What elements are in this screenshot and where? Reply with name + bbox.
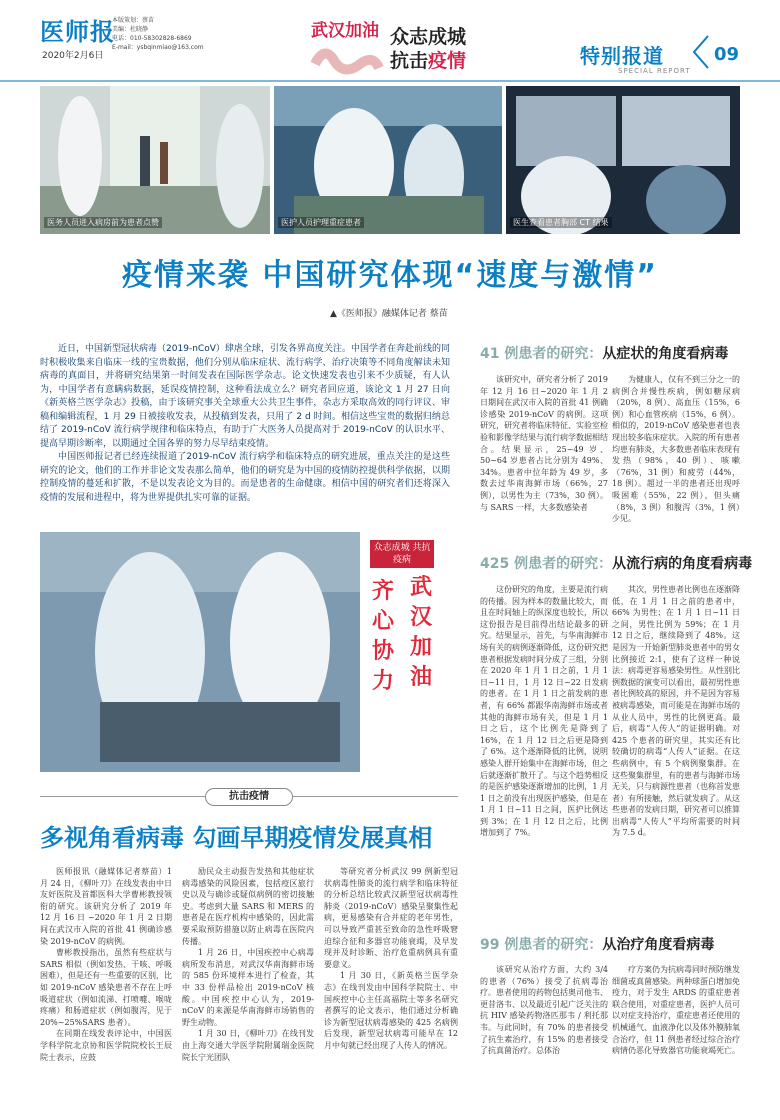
main-headline: 疫情来袭 中国研究体现“速度与激情” bbox=[122, 258, 658, 293]
section-label: 抗击疫情 bbox=[205, 788, 293, 806]
news-paragraph: 1 月 30 日，《新英格兰医学杂志》在线刊发由中国科学院院士、中国疾控中心主任高福院士等多名研究者撰写的论文表示，他们通过分析确诊为新型冠状病毒感染的 425 名病例后发现，新型冠状病毒可能早在 12 月中旬就已经出现了人传人的情况。 bbox=[324, 971, 458, 1050]
slogan-line-1: 众志成城 bbox=[390, 26, 467, 48]
publication-date: 2020年2月6日 bbox=[42, 51, 104, 61]
editor-line: 电话：010-58302828-6869 bbox=[112, 35, 192, 42]
section-title-text: 从症状的角度看病毒 bbox=[602, 346, 729, 362]
news-paragraph: 曹彬教授指出，虽然有些症状与 SARS 相似（例如发热、干咳、呼吸困难），但是还有一些重要的区别，比如 2019-nCoV 感染患者不存在上呼吸道症状（例如流涕、打喷嚏、喉咙疼痛）和肠道症状（例如腹泻，见于 20%~25%SARS 患者）。 bbox=[40, 948, 172, 1027]
photo-caption: 医护人员护理重症患者 bbox=[278, 217, 364, 228]
sec2-column-1 bbox=[480, 584, 608, 839]
section-subtitle: SPECIAL REPORT bbox=[618, 67, 691, 75]
sec3-column-1 bbox=[480, 964, 608, 1057]
news-paragraph: 励民众主动报告发热和其他症状病毒感染的风险因素，包括疫区旅行史以及与确诊或疑似病例的密切接触史。考虑到大量 SARS 和 MERS 的患者是在医疗机构中感染的，因此需要采取预防措施以防止病毒在医院内传播。 bbox=[182, 867, 314, 946]
section-title: 特别报道 bbox=[580, 44, 664, 68]
calligraphy-left: 齐心协力 bbox=[372, 578, 395, 694]
sec3-text: 该研究从治疗方面，大约 3/4 的患者（76%）接受了抗病毒治疗。患者使用的药物包括奥司他韦、更昔洛韦、以及最近引起广泛关注的抗 HIV 感染药物洛匹那韦 / 利托那韦。与此同时，有 70% 的患者接受了抗生素治疗，有 15% 的患者接受了抗真菌治疗。总体治 bbox=[480, 965, 608, 1056]
section-41-heading bbox=[480, 343, 728, 363]
photo-caption: 医生查看患者胸部 CT 结果 bbox=[510, 217, 612, 228]
editor-line: E-mail：ysbqinmiao@163.com bbox=[112, 44, 204, 51]
byline: ▲《医师报》融媒体记者 蔡苗 bbox=[330, 309, 448, 319]
news-paragraph: 等研究者分析武汉 99 例新型冠状病毒性肺炎的流行病学和临床特征的分析总结比较武汉新型冠状病毒性肺炎（2019-nCoV）感染呈聚集性起病，更易感染有合并症的老年男性，可以导致严重甚至致命的急性呼吸窘迫综合征和多器官功能衰竭，及早发现并及时诊断、治疗危重病例具有重要意义。 bbox=[324, 867, 458, 969]
editor-line: 本版策划：蔡苗 bbox=[112, 17, 155, 24]
sec2-text: 其次，男性患者比例也在逐渐降低，在 1 月 1 日之前的患者中，66% 为男性；在 1 月 1 日~11 日之间，男性比例为 59%；在 1 月 12 日之后，继续降到了 48%。这是因为一开始新型肺炎患者中的男女比例接近 2:1，使有了这样一种说法：病毒更容易感染男性。从性别比例数据的演变可以看出，最初男性患者比例较高的原因，并不是因为容易被病毒感染，而可能是在海鲜市场的从业人员中，男性的比例更高。最后，病毒“人传人”的证据明确。对 425 个患者的研究里，其实还有比较确切的病毒“人传人”证据。在这些病例中，有 5 个病例聚集群。在这些聚集群里，有的患者与海鲜市场无关，只与病源性患者（也称首发患者）有所接触，然后就发病了。从这些患者的发病日期，研究者可以推算出病毒“人传人”平均所需要的时间为 7.5 d。 bbox=[612, 585, 740, 838]
news-column-3 bbox=[324, 866, 458, 1052]
sec2-column-2 bbox=[612, 584, 740, 839]
intro-paragraph: 中国医师报记者已经连续报道了2019-nCoV 流行病学和临床特点的研究进展，重点关注的是这些研究的论文，他们的工作并非论文发表那么简单，他们的研究是为中国的疫情防控提供科学依据，以期控制疫情的蔓延和扩散，不是以发表论文为目的。而是患者的生命健康。相信中国的研究者们还将深入疫情的发展和进程中，将为世界提供扎实可靠的证据。 bbox=[40, 452, 450, 503]
sec1-column-1 bbox=[480, 374, 608, 513]
editor-info bbox=[112, 16, 204, 52]
photo-corridor bbox=[40, 86, 270, 234]
intro-text bbox=[40, 343, 450, 505]
sec3-column-2 bbox=[612, 964, 740, 1057]
page-number: 09 bbox=[714, 44, 740, 65]
intro-paragraph: 近日，中国新型冠状病毒（2019-nCoV）肆虐全球，引发各界高度关注。中国学者在奔赴前线的同时积极收集来自临床一线的宝贵数据，他们分别从临床症状、流行病学、治疗决策等不同角度解读未知病毒的真面目，并将研究结果第一时间发表在国际医学杂志。论文快速发表也引来不少质疑，有人认为，中国学者有意瞒病数据，延误疫情控制，这种看法成立么？研究者回应道，该论文 1 月 27 日向《新英格兰医学杂志》投稿，由于该研究事关全球重大公共卫生事件，杂志方采取高效的同行评议、审稿和编辑流程，1 月 29 日被接收发表，从投稿到发表，只用了 2 d 时间。相信这些宝贵的数据归纳总结了 2019-nCoV 流行病学规律和临床特点，有助于广大医务人员提高对于 2019-nCoV 的认识水平、提高早期诊断率，以期通过全国各界的努力尽早结束疫情。 bbox=[40, 344, 450, 449]
slogan-tag: 众志成城 共抗疫病 bbox=[370, 540, 434, 568]
sec1-text: 该研究中，研究者分析了 2019 年 12 月 16 日~2020 年 1 月 2 日期间在武汉市入院的首批 41 例确诊感染 2019-nCoV 的病例。这项研究，研究者将临床特征、实验室检验和影像学结果与流行病学数据相结合。结果显示，25~49 岁、50~64 岁患者占比分别为 49%、34%。患者中位年龄为 49 岁，多数去过华南海鲜市场（66%，27 例），以男性为主（73%，30 例）。与 SARS 一样，大多数感染者 bbox=[480, 375, 608, 512]
masthead bbox=[0, 0, 780, 82]
wuhan-jiayou-artwork bbox=[305, 4, 387, 78]
slogan-line-2b: 疫情 bbox=[428, 50, 467, 72]
section-title-text: 从治疗角度看病毒 bbox=[602, 937, 715, 953]
calligraphy-block bbox=[366, 572, 444, 752]
section-divider bbox=[40, 786, 458, 808]
sub-headline: 多视角看病毒 勾画早期疫情发展真相 bbox=[40, 824, 433, 852]
photo-caption: 医务人员进入病房前为患者点赞 bbox=[44, 217, 162, 228]
sec3-text: 疗方案仍为抗病毒同时预防继发细菌或真菌感染。两种球蛋白增加免疫力，对于发生 ARDS 的重症患者联合使用，对重症患者，医护人员可以对症支持治疗，重症患者还使用的机械通气、血液净化以及体外膜肺氧合治疗，但 11 例患者经过综合治疗病情仍恶化导致器官功能衰竭死亡。 bbox=[612, 965, 740, 1056]
newspaper-logo: 医师报 bbox=[40, 17, 115, 46]
slogan-art-text: 武汉加油 bbox=[311, 21, 379, 41]
news-paragraph: 1 月 30 日，《柳叶刀》在线刊发由上海交通大学医学院附属瑞金医院院长宁光团队 bbox=[182, 1029, 314, 1062]
sec2-text: 这份研究的角度，主要是流行病的传播。因为样本的数量比较大，而且在时间轴上的纵深度也较长，所以这份报告是目前得出结论最多的研究。结果显示，首先，与华南海鲜市场有关的病例逐渐降低，这份研究把患者根据发病时间分成了三组，分别在 2020 年 1 月 1 日之前，1 月 1 日~11 日，1 月 12 日~22 日发病的患者。在 1 月 1 日之前发病的患者，有 66% 都跟华南海鲜市场或者其他的海鲜市场有关，但是 1 月 1 日之后，这个比例先是降到了 16%，在 1 月 12 日之后更是降到了 6%。这个逐渐降低的比例，说明感染人群开始集中在海鲜市场，但之后就逐渐扩散开了。与这个趋势相反的是医护感染逐渐增加的比例，1 月 1 日之前没有出现医护感染，但是在 1 月 1 日~11 日之间，医护比例达到 3%；在 1 月 12 日之后，比例增加到了 7%。 bbox=[480, 585, 608, 838]
news-column-1 bbox=[40, 866, 172, 1063]
chevron-left-icon bbox=[690, 34, 712, 70]
calligraphy-right: 武汉加油 bbox=[410, 574, 433, 690]
photo-icu bbox=[274, 86, 502, 234]
sec1-text: 为健康人，仅有不到三分之一的病例合并慢性疾病，例如糖尿病（20%，8 例）、高血压（15%，6 例）和心血管疾病（15%，6 例）。相似的，2019-nCoV 感染患者也表现出较多临床症状。入院的所有患者均患有肺炎，大多数患者临床表现有发热（98%，40 例）、咳嗽（76%，31 例）和疲劳（44%，18 例）。超过一半的患者还出现呼吸困难（55%，22 例），但头痛（8%，3 例）和腹泻（3%，1 例）少见。 bbox=[612, 375, 740, 524]
section-count: 425 例患者的研究： bbox=[480, 556, 613, 572]
section-425-heading bbox=[480, 553, 752, 573]
section-title-text: 从流行病的角度看病毒 bbox=[612, 556, 753, 572]
news-paragraph: 医师报讯（融媒体记者蔡苗）1 月 24 日，《柳叶刀》在线发表由中日友好医院及首都医科大学曹彬教授领衔的研究。该研究分析了 2019 年 12 月 16 日 ~2020 年 1 月 2 日期间在武汉市入院的首批 41 例确诊感染 2019-nCoV 的病例。 bbox=[40, 867, 172, 946]
section-count: 99 例患者的研究： bbox=[480, 937, 603, 953]
slogan-line-2 bbox=[390, 46, 466, 73]
editor-line: 美编：杜晓静 bbox=[112, 26, 149, 33]
section-99-heading bbox=[480, 934, 714, 954]
news-paragraph: 在同期在线发表评论中，中国医学科学院北京协和医学院院校长王辰院士表示，应鼓 bbox=[40, 1029, 172, 1062]
section-count: 41 例患者的研究： bbox=[480, 346, 603, 362]
sec1-column-2 bbox=[612, 374, 740, 525]
news-column-2 bbox=[182, 866, 314, 1063]
news-paragraph: 1 月 26 日，中国疾控中心病毒病所发布消息，对武汉华南海鲜市场的 585 份环境样本进行了检查，其中 33 份样品检出 2019-nCoV 核酸。中国疾控中心认为，2019-nCoV 的来源是华南海鲜市场销售的野生动物。 bbox=[182, 948, 314, 1027]
slogan-line-2a: 抗击 bbox=[390, 50, 429, 72]
photo-ct bbox=[506, 86, 740, 234]
